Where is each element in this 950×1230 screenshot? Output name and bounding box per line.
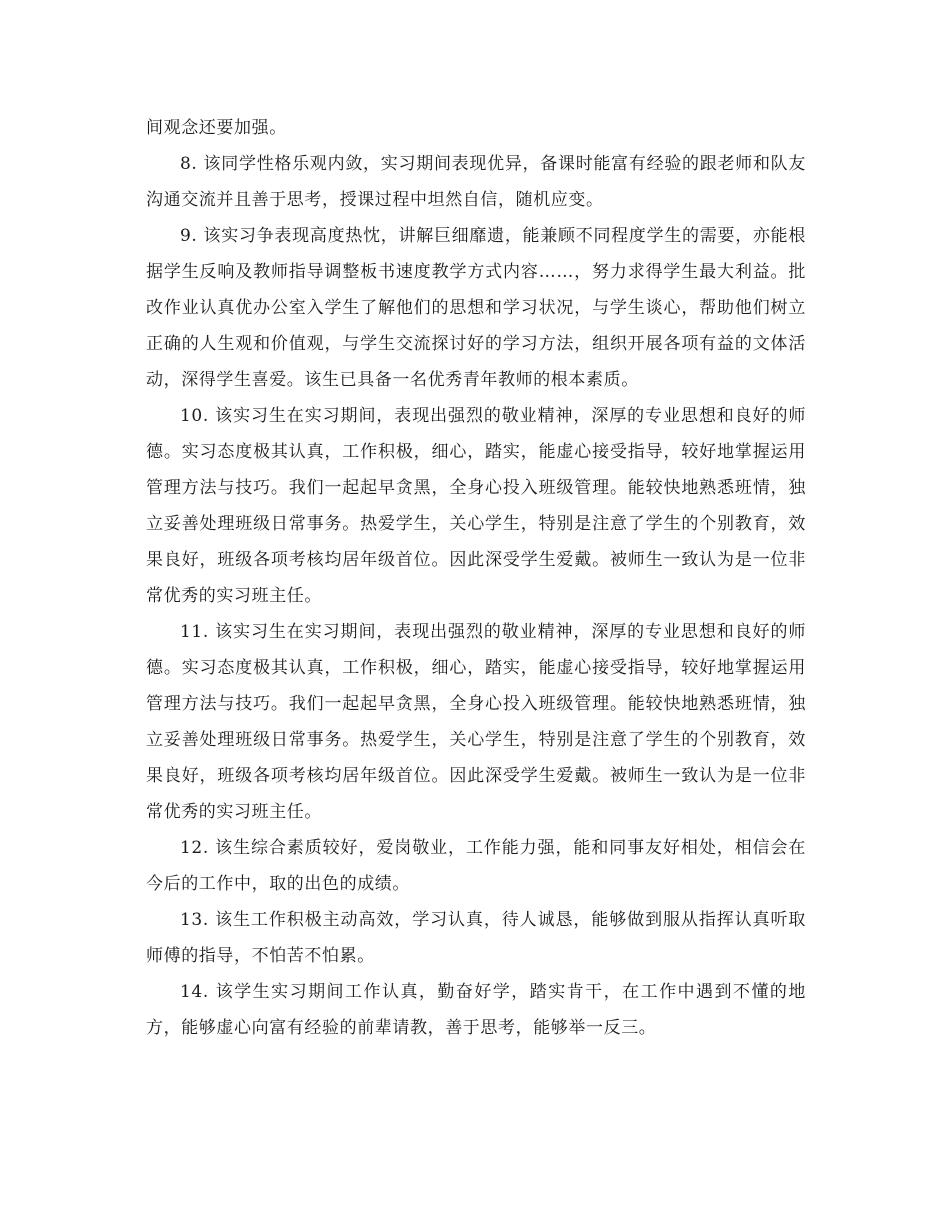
paragraph-12 (146, 830, 806, 902)
paragraph-text: 间观念还要加强。 (146, 118, 287, 138)
paragraph-14 (146, 974, 806, 1046)
paragraph-text: 该实习生在实习期间，表现出强烈的敬业精神，深厚的专业思想和良好的师德。实习态度极其认真，工作积极，细心，踏实，能虚心接受指导，较好地掌握运用管理方法与技巧。我们一起起早贪黑，全身心投入班级管理。能较快地熟悉班情，独立妥善处理班级日常事务。热爱学生，关心学生，特别是注意了学生的个别教育，效果良好，班级各项考核均居年级首位。因此深受学生爱戴。被师生一致认为是一位非常优秀的实习班主任。 (146, 406, 806, 606)
paragraph-number: 11. (180, 622, 209, 642)
paragraph-number: 14. (180, 982, 209, 1002)
paragraph-number: 13. (180, 910, 209, 930)
paragraph-number: 8. (180, 154, 198, 174)
paragraph-text: 该生综合素质较好，爱岗敬业，工作能力强，能和同事友好相处，相信会在今后的工作中，取的出色的成绩。 (146, 838, 806, 894)
paragraph-text: 该实习争表现高度热忱，讲解巨细靡遗，能兼顾不同程度学生的需要，亦能根据学生反响及教师指导调整板书速度教学方式内容……，努力求得学生最大利益。批改作业认真优办公室入学生了解他们的思想和学习状况，与学生谈心，帮助他们树立正确的人生观和价值观，与学生交流探讨好的学习方法，组织开展各项有益的文体活动，深得学生喜爱。该生已具备一名优秀青年教师的根本素质。 (146, 226, 806, 390)
paragraph-continuation (146, 110, 806, 146)
paragraph-11 (146, 614, 806, 830)
paragraph-8 (146, 146, 806, 218)
paragraph-text: 该实习生在实习期间，表现出强烈的敬业精神，深厚的专业思想和良好的师德。实习态度极其认真，工作积极，细心，踏实，能虚心接受指导，较好地掌握运用管理方法与技巧。我们一起起早贪黑，全身心投入班级管理。能较快地熟悉班情，独立妥善处理班级日常事务。热爱学生，关心学生，特别是注意了学生的个别教育，效果良好，班级各项考核均居年级首位。因此深受学生爱戴。被师生一致认为是一位非常优秀的实习班主任。 (146, 622, 806, 822)
paragraph-number: 9. (180, 226, 198, 246)
paragraph-10 (146, 398, 806, 614)
paragraph-text: 该生工作积极主动高效，学习认真，待人诚恳，能够做到服从指挥认真听取师傅的指导，不怕苦不怕累。 (146, 910, 806, 966)
paragraph-number: 12. (180, 838, 209, 858)
paragraph-text: 该同学性格乐观内敛，实习期间表现优异，备课时能富有经验的跟老师和队友沟通交流并且善于思考，授课过程中坦然自信，随机应变。 (146, 154, 806, 210)
paragraph-13 (146, 902, 806, 974)
paragraph-9 (146, 218, 806, 398)
paragraph-number: 10. (180, 406, 209, 426)
paragraph-text: 该学生实习期间工作认真，勤奋好学，踏实肯干，在工作中遇到不懂的地方，能够虚心向富有经验的前辈请教，善于思考，能够举一反三。 (146, 982, 806, 1038)
document-body (146, 110, 806, 1046)
